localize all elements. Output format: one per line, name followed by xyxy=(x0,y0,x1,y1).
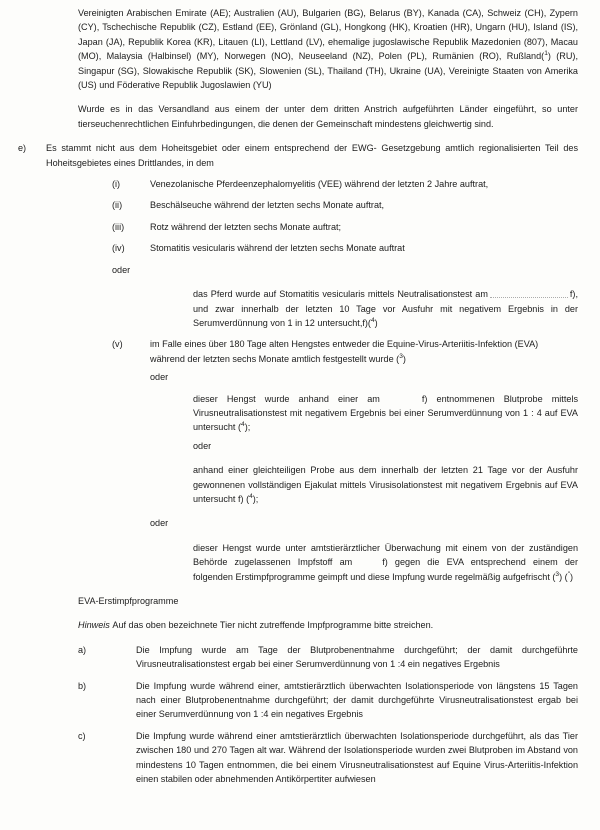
impfung-text-part1: dieser Hengst wurde unter amtstierärztlicher Überwachung mit einem von der zuständigen Behörde zugelassenen Impfstoff am xyxy=(193,542,578,568)
countries-text-part1: Vereinigten Arabischen Emirate (AE); Australien (AU), Bulgarien (BG), Belarus (BY), Kanada (CA), Schweiz (CH), Zypern (CY), Tschechische Republik (CZ), Estland (EE), Grönland (GL), Hongkong (HK), Kroatien (HR), Ungarn (HU), Island (IS), Japan (JA), Republik Korea (KR), Litauen (LI), Lettland (LV), ehemalige jugoslawische Republik Mazedonien (807), Macau (MO), Malaysia (Halbinsel) (MY), Norwegen (NO), Neuseeland (NZ), Polen (PL), Rumänien (RO), Rußland( xyxy=(78,8,578,62)
footnote-marker-4: 4 xyxy=(249,492,253,500)
impfung-text-part3: ) ( xyxy=(559,571,568,582)
item-v-text-part2: ) xyxy=(402,353,406,364)
list-item-roman-v xyxy=(0,337,600,366)
paragraph-wurde-versandland: Wurde es in das Versandland aus einem der unter dem dritten Anstrich aufgeführten Länder eingeführt, so unter tierseuchenrechtlichen Einfuhrbedingungen, die denen der Gemeinschaft mindestens gleichwertig sind. xyxy=(78,104,578,129)
hengst-blutprobe-part2: f) entnommenen Blutprobe mittels Virusneutralisationstest mit negativem Ergebnis bei einer Serumverdünnung von 1 : 4 auf EVA untersucht ( xyxy=(193,393,578,433)
paragraph-hengst-blutprobe xyxy=(193,392,578,435)
item-v-text-part1: im Falle eines über 180 Tage alten Hengstes entweder die Equine-Virus-Arteriitis-Infektion (EVA) während der letzten sechs Monate amtlich festgestellt wurde ( xyxy=(150,339,539,364)
list-item-roman-iv-text: Stomatitis vesicularis während der letzten sechs Monate auftrat xyxy=(150,243,405,254)
footnote-marker-3: 3 xyxy=(555,570,560,578)
list-item-roman-ii-text: Beschälseuche während der letzten sechs Monate auftrat, xyxy=(150,200,385,211)
list-item-roman xyxy=(0,220,600,234)
note-hinweis-label: Hinweis xyxy=(78,620,110,631)
list-item-roman xyxy=(0,241,600,255)
paragraph-stomatitis-neutralisationstest xyxy=(193,287,578,330)
list-item-roman xyxy=(0,177,600,191)
impfung-text-part4: ) xyxy=(570,571,574,582)
footnote-marker-3: 3 xyxy=(399,352,403,360)
hengst-blutprobe-part1: dieser Hengst wurde anhand einer am xyxy=(193,393,380,404)
hengst-blutprobe-part3: ); xyxy=(244,422,251,433)
stomatitis-text-part3: ) xyxy=(374,317,378,328)
footnote-marker-quote: " xyxy=(567,570,571,578)
list-marker-a: a) xyxy=(78,644,87,655)
list-item-roman xyxy=(0,198,600,212)
list-item-roman-iii-text: Rotz während der letzten sechs Monate auftrat; xyxy=(150,221,342,232)
list-marker-roman-i: (i) xyxy=(112,179,121,190)
paragraph-ejakulat-virusisolationstest xyxy=(193,463,578,506)
document-body xyxy=(0,6,600,786)
stomatitis-text-part2: f), und zwar innerhalb der letzten 10 Tage vor Ausfuhr mit negativem Ergebnis in der Serumverdünnung von 1 in 12 untersucht,f)( xyxy=(193,289,578,328)
conjunction-oder: oder xyxy=(193,440,212,451)
list-item-e xyxy=(0,141,600,170)
list-marker-roman-iii: (iii) xyxy=(112,221,125,232)
fill-in-blank-date-dotted[interactable] xyxy=(490,297,568,298)
ejakulat-text-part1: anhand einer gleichteiligen Probe aus dem innerhalb der letzten 21 Tage vor der Ausfuhr gewonnenen vollständigen Ejakulat mittels Virusisolationstest mit negativem Ergebnis auf EVA untersucht f) ( xyxy=(193,465,578,504)
impfung-text-part2: f) gegen die EVA entsprechend einem der folgenden Erstimpfprogramme geimpft und diese Impfung wurde regelmäßig aufgefrischt ( xyxy=(193,557,578,582)
conjunction-oder: oder xyxy=(112,264,131,275)
stomatitis-text-part1: das Pferd wurde auf Stomatitis vesicularis mittels Neutralisationstest am xyxy=(193,289,488,300)
section-heading-eva-erstimpfprogramme: EVA-Erstimpfprogramme xyxy=(78,596,179,606)
ejakulat-text-part2: ); xyxy=(252,493,259,504)
list-marker-c: c) xyxy=(78,730,86,741)
vaccination-program-item xyxy=(0,679,600,722)
conjunction-oder: oder xyxy=(150,372,169,383)
footnote-marker-1: 1 xyxy=(544,50,548,58)
conjunction-oder: oder xyxy=(150,518,169,529)
list-marker-b: b) xyxy=(78,680,87,691)
paragraph-countries-list xyxy=(78,6,578,92)
list-marker-roman-ii: (ii) xyxy=(112,200,123,211)
footnote-marker-4: 4 xyxy=(370,316,375,324)
vaccination-program-item xyxy=(0,729,600,787)
vaccination-program-c-text: Die Impfung wurde während einer amtstierärztlich überwachten Isolationsperiode durchgeführt, als das Tier zwischen 180 und 270 Tagen alt war. Während der Isolationsperiode wurden zwei Blutproben im Abstand von mindestens 10 Tagen entnommen, die bei einem Virusneutralisationstest auf Equine Virus-Arteriitis-Infektion einen stabilen oder abnehmenden Antikörpertiter aufwiesen xyxy=(136,730,578,785)
note-hinweis xyxy=(78,618,578,632)
paragraph-impfung-eva xyxy=(193,541,578,584)
list-marker-roman-iv: (iv) xyxy=(112,243,125,254)
list-item-roman-i-text: Venezolanische Pferdeenzephalomyelitis (VEE) während der letzten 2 Jahre auftrat, xyxy=(150,179,489,190)
list-marker-e: e) xyxy=(18,143,27,154)
vaccination-program-b-text: Die Impfung wurde während einer, amtstierärztlich überwachten Isolationsperiode von längstens 15 Tagen nach einer Blutprobenentnahme durchgeführt; der damit durchgeführte Virusneutralisationstest ergab bei einer Serumverdünnung von 1 :4 ein negatives Ergebnis xyxy=(136,680,578,720)
list-item-e-text: Es stammt nicht aus dem Hoheitsgebiet oder einem entsprechend der EWG- Gesetzgebung amtlich regionalisierten Teil des Hoheitsgebietes eines Drittlandes, in dem xyxy=(46,143,578,168)
list-marker-roman-v: (v) xyxy=(112,339,123,350)
vaccination-program-item xyxy=(0,643,600,672)
note-hinweis-text: Auf das oben bezeichnete Tier nicht zutreffende Impfprogramme bitte streichen. xyxy=(112,620,434,631)
countries-text-part2: ) (RU), Singapur (SG), Slowakische Republik (SK), Slowenien (SL), Thailand (TH), Ukraine (UA), Vereinigte Staaten von Amerika (US) und Föderative Republik Jugoslawien (YU) xyxy=(78,51,578,91)
vaccination-program-a-text: Die Impfung wurde am Tage der Blutprobenentnahme durchgeführt; der damit durchgeführte Virusneutralisationstest ergab bei einer Serumverdünnung von 1 :4 ein negatives Ergebnis xyxy=(136,644,578,670)
list-item-roman-v-text xyxy=(150,337,560,366)
footnote-marker-4: 4 xyxy=(241,421,245,429)
